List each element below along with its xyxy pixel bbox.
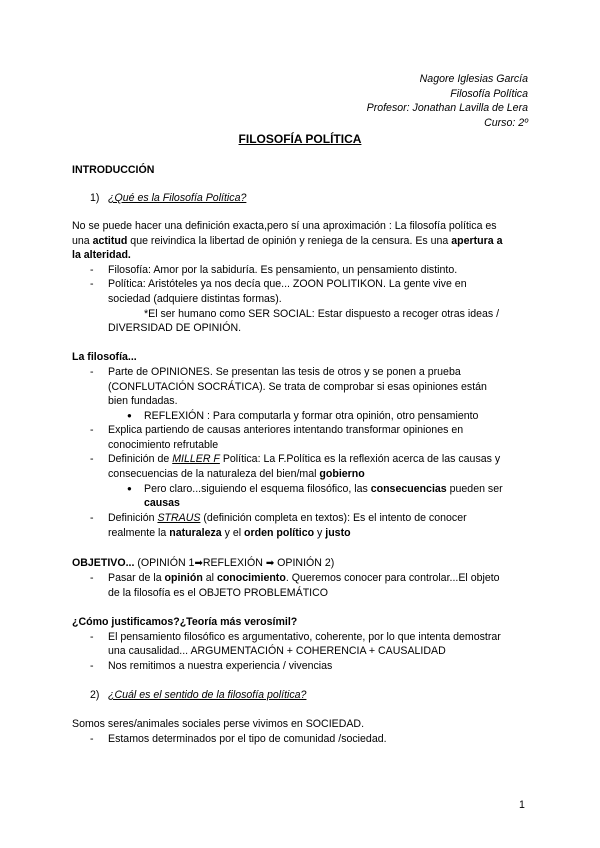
objetivo-label: OBJETIVO... <box>72 557 135 569</box>
list-dash: - <box>90 453 94 465</box>
page-number: 1 <box>519 799 525 811</box>
justificar-heading: ¿Cómo justificamos?¿Teoría más verosímil? <box>72 616 298 628</box>
teacher-name: Profesor: Jonathan Lavilla de Lera <box>366 102 528 114</box>
justificar-item-1-line-2: una causalidad... ARGUMENTACIÓN + COHERENCIA + CAUSALIDAD <box>108 645 446 657</box>
question-2-number: 2) <box>90 689 100 701</box>
list-1-item-1: Filosofía: Amor por la sabiduría. Es pensamiento, un pensamiento distinto. <box>108 264 458 276</box>
list-dash: - <box>90 264 94 276</box>
list-1-item-2-line-1: Política: Aristóteles ya nos decía que... ZOON POLITIKON. La gente vive en <box>108 278 467 290</box>
list-1-note-line-2: DIVERSIDAD DE OPINIÓN. <box>108 322 242 334</box>
intro-heading: INTRODUCCIÓN <box>72 164 155 176</box>
list-2-item-1-line-1: Parte de OPINIONES. Se presentan las tesis de otros y se ponen a prueba <box>108 366 461 378</box>
document-title: FILOSOFÍA POLÍTICA <box>238 132 362 146</box>
question-1-heading: ¿Qué es la Filosofía Política? <box>108 192 247 204</box>
paragraph-2-item-1: Estamos determinados por el tipo de comunidad /sociedad. <box>108 733 387 745</box>
list-2-item-4-line-1: Definición STRAUS (definición completa en textos): Es el intento de conocer <box>108 512 467 524</box>
list-2-item-2-line-2: conocimiento refrutable <box>108 439 219 451</box>
list-2-item-1-line-2: (CONFLUTACIÓN SOCRÁTICA). Se trata de comprobar si esas opiniones están <box>108 381 487 393</box>
question-2-heading: ¿Cuál es el sentido de la filosofía política? <box>108 689 307 701</box>
filosofia-heading: La filosofía... <box>72 351 137 363</box>
subject-name: Filosofía Política <box>450 88 528 100</box>
objetivo-item-line-1: Pasar de la opinión al conocimiento. Queremos conocer para controlar...El objeto <box>108 572 500 584</box>
list-2-item-3-line-1: Definición de MILLER F Política: La F.Política es la reflexión acerca de las causas y <box>108 453 501 465</box>
list-2-item-4-line-2: realmente la naturaleza y el orden político y justo <box>108 527 351 539</box>
list-1-note-line-1: *El ser humano como SER SOCIAL: Estar dispuesto a recoger otras ideas / <box>144 308 500 320</box>
list-2-bullet-2-line-1: Pero claro...siguiendo el esquema filosófico, las consecuencias pueden ser <box>144 483 503 495</box>
list-dash: - <box>90 572 94 584</box>
bullet-icon: ● <box>127 484 132 493</box>
objetivo-line: OBJETIVO... (OPINIÓN 1➡REFLEXIÓN ➡ OPINIÓN 2) <box>72 557 335 569</box>
list-dash: - <box>90 631 94 643</box>
paragraph-1-line-1: No se puede hacer una definición exacta,pero sí una aproximación : La filosofía política es <box>72 220 497 232</box>
list-1-item-2-line-2: sociedad (adquiere distintas formas). <box>108 293 282 305</box>
list-dash: - <box>90 278 94 290</box>
list-dash: - <box>90 512 94 524</box>
justificar-item-1-line-1: El pensamiento filosófico es argumentativo, coherente, por lo que intenta demostrar <box>108 631 501 643</box>
bullet-icon: ● <box>127 411 132 420</box>
list-dash: - <box>90 366 94 378</box>
arrow-right-icon: ➡ <box>265 558 275 569</box>
list-dash: - <box>90 660 94 672</box>
list-2-bullet-2-line-2: causas <box>144 497 180 509</box>
paragraph-1-line-2: una actitud que reivindica la libertad de opinión y reniega de la censura. Es una apertura a <box>72 235 503 247</box>
list-dash: - <box>90 733 94 745</box>
question-1-number: 1) <box>90 192 100 204</box>
list-2-item-3-line-2: consecuencias de la naturaleza del bien/mal gobierno <box>108 468 365 480</box>
paragraph-2-line-1: Somos seres/animales sociales perse vivimos en SOCIEDAD. <box>72 718 365 730</box>
paragraph-1-line-3: la alteridad. <box>72 249 131 261</box>
list-dash: - <box>90 424 94 436</box>
list-2-item-2-line-1: Explica partiendo de causas anteriores intentando transformar opiniones en <box>108 424 464 436</box>
list-2-bullet-1: REFLEXIÓN : Para computarla y formar otra opinión, otro pensamiento <box>144 410 479 422</box>
course-label: Curso: 2º <box>484 117 528 129</box>
justificar-item-2: Nos remitimos a nuestra experiencia / vivencias <box>108 660 333 672</box>
author-name: Nagore Iglesias García <box>419 73 528 85</box>
arrow-right-icon: ➡ <box>194 558 203 569</box>
objetivo-item-line-2: de la filosofía es el OBJETO PROBLEMÁTICO <box>108 587 328 599</box>
list-2-item-1-line-3: bien fundadas. <box>108 395 178 407</box>
